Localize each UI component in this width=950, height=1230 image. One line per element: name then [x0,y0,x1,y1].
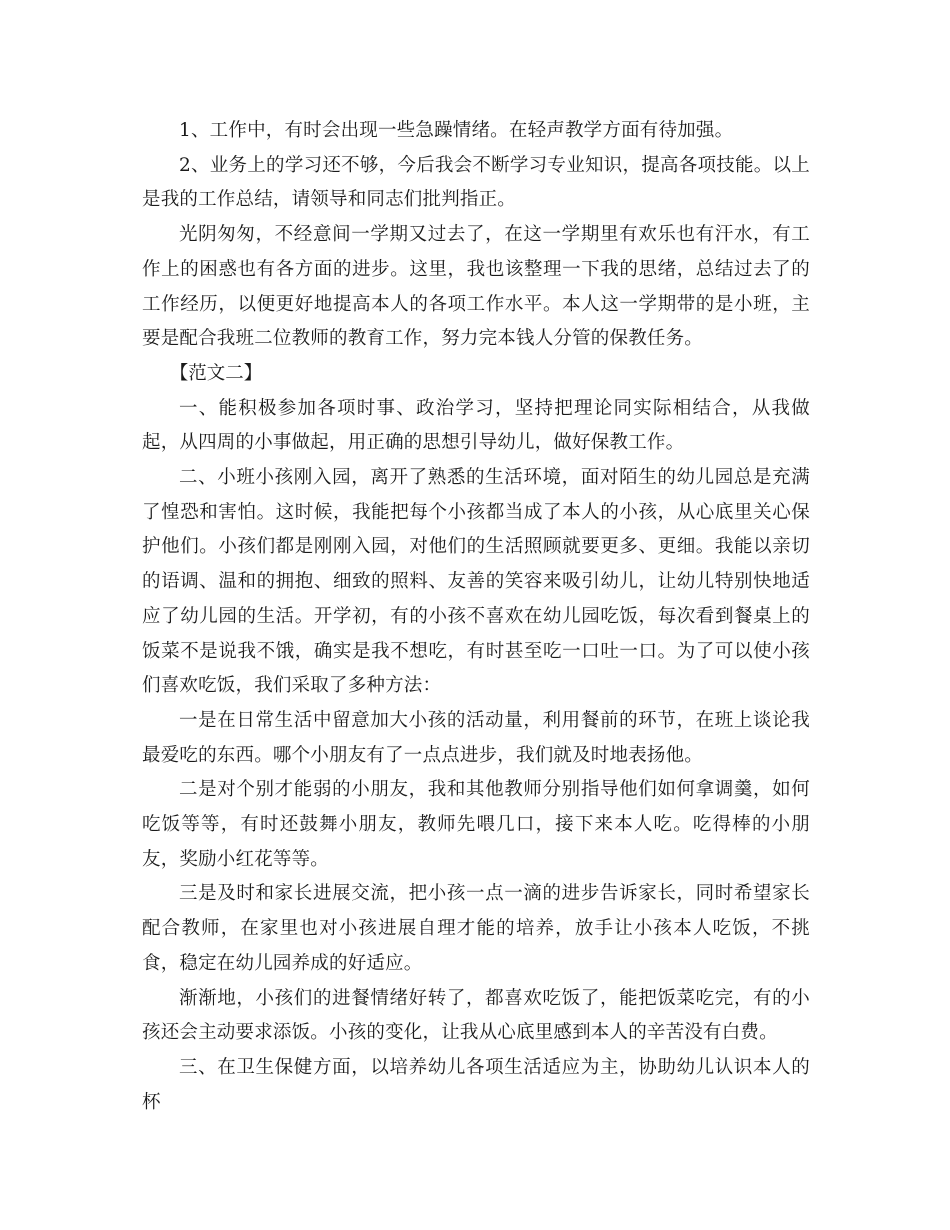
paragraph-9: 渐渐地，小孩们的进餐情绪好转了，都喜欢吃饭了，能把饭菜吃完，有的小孩还会主动要求添饭。小孩的变化，让我从心底里感到本人的辛苦没有白费。 [142,987,810,1044]
paragraph-10: 三、在卫生保健方面，以培养幼儿各项生活适应为主，协助幼儿认识本人的杯 [142,1056,810,1113]
section-heading: 【范文二】 [169,362,263,384]
paragraph-3: 光阴匆匆，不经意间一学期又过去了，在这一学期里有欢乐也有汗水，有工作上的困惑也有各方面的进步。这里，我也该整理一下我的思绪，总结过去了的工作经历，以便更好地提高本人的各项工作水平。本人这一学期带的是小班，主要是配合我班二位教师的教育工作，努力完本钱人分管的保教任务。 [142,224,810,350]
document-page [142,114,810,1120]
paragraph-8: 三是及时和家长进展交流，把小孩一点一滴的进步告诉家长，同时希望家长配合教师，在家里也对小孩进展自理才能的培养，放手让小孩本人吃饭，不挑食，稳定在幼儿园养成的好适应。 [142,883,810,974]
paragraph-7: 二是对个别才能弱的小朋友，我和其他教师分别指导他们如何拿调羹，如何吃饭等等，有时还鼓舞小朋友，教师先喂几口，接下来本人吃。吃得棒的小朋友，奖励小红花等等。 [142,779,810,870]
paragraph-6: 一是在日常生活中留意加大小孩的活动量，利用餐前的环节，在班上谈论我最爱吃的东西。哪个小朋友有了一点点进步，我们就及时地表扬他。 [142,709,810,766]
paragraph-4: 一、能积极参加各项时事、政治学习，坚持把理论同实际相结合，从我做起，从四周的小事做起，用正确的思想引导幼儿，做好保教工作。 [142,397,810,454]
paragraph-2: 2、业务上的学习还不够，今后我会不断学习专业知识，提高各项技能。以上是我的工作总结，请领导和同志们批判指正。 [142,154,810,211]
paragraph-5: 二、小班小孩刚入园，离开了熟悉的生活环境，面对陌生的幼儿园总是充满了惶恐和害怕。这时候，我能把每个小孩都当成了本人的小孩，从心底里关心保护他们。小孩们都是刚刚入园，对他们的生活照顾就要更多、更细。我能以亲切的语调、温和的拥抱、细致的照料、友善的笑容来吸引幼儿，让幼儿特别快地适应了幼儿园的生活。开学初，有的小孩不喜欢在幼儿园吃饭，每次看到餐桌上的饭菜不是说我不饿，确实是我不想吃，有时甚至吃一口吐一口。为了可以使小孩们喜欢吃饭，我们采取了多种方法： [142,467,810,697]
paragraph-1: 1、工作中，有时会出现一些急躁情绪。在轻声教学方面有待加强。 [179,120,734,141]
